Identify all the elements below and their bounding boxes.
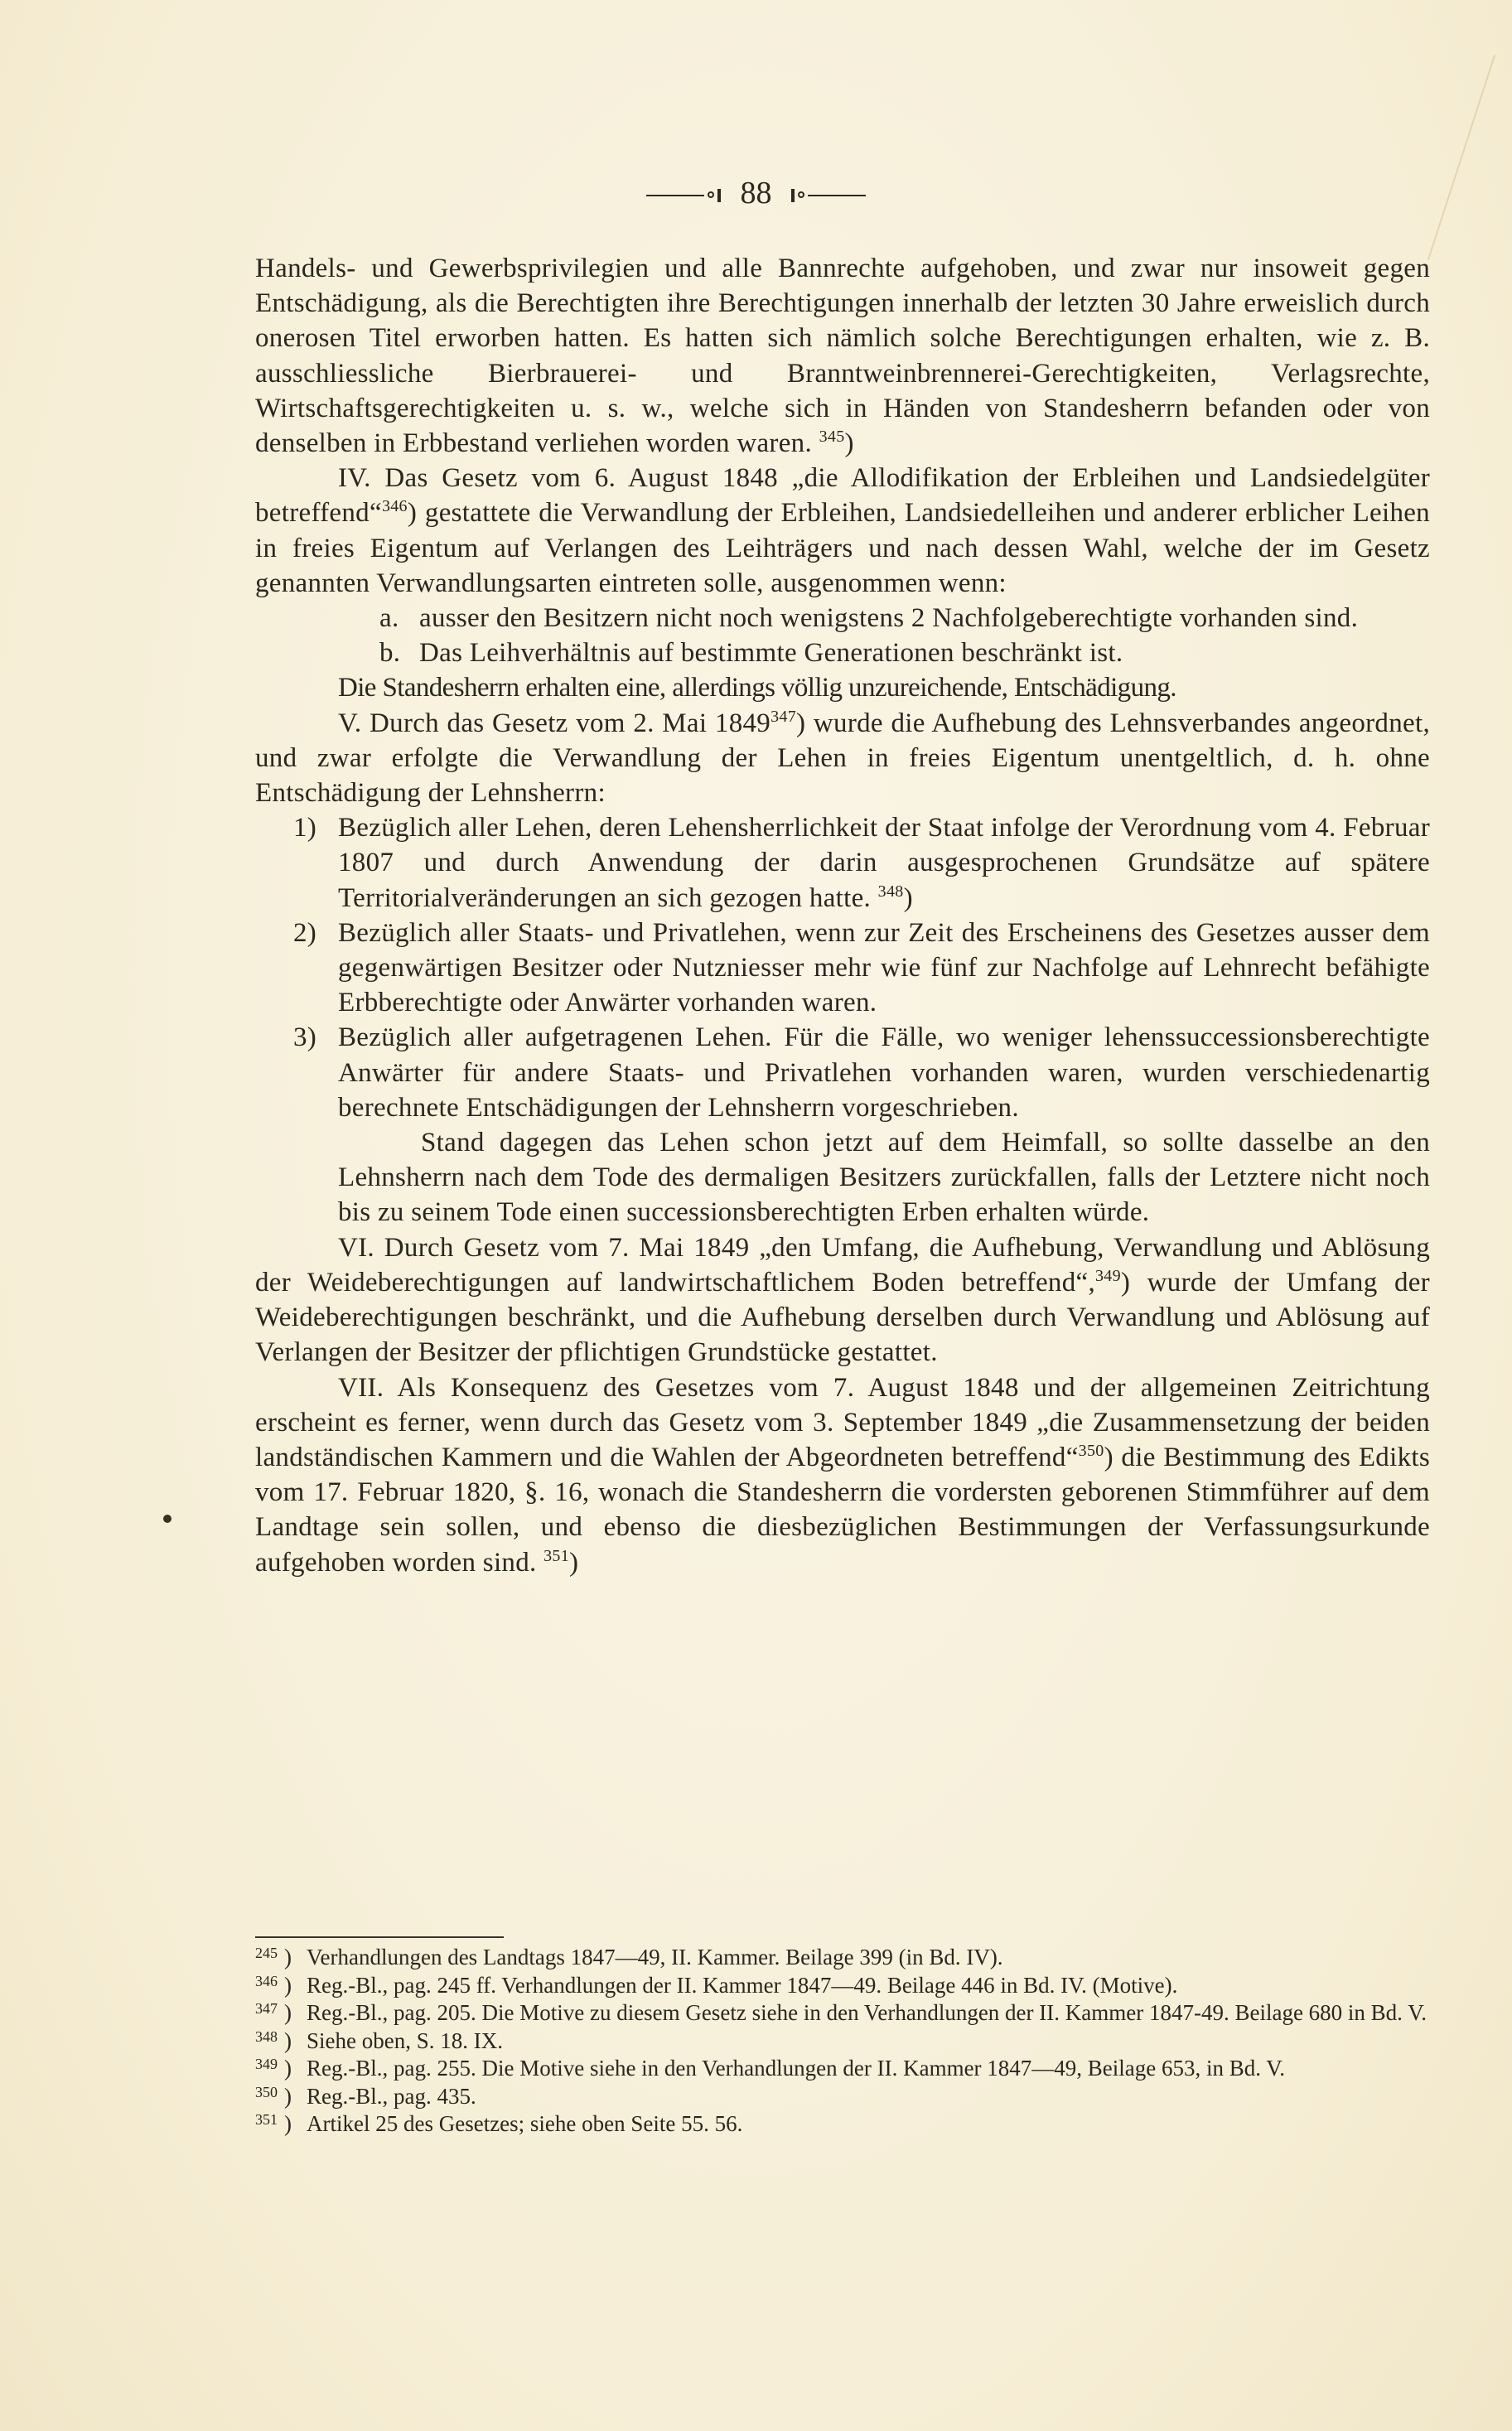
paragraph-intro bbox=[255, 251, 1430, 461]
footnote-divider bbox=[255, 1936, 504, 1938]
footnote-paren: ) bbox=[284, 2027, 292, 2053]
footnote-ref: 347 bbox=[770, 707, 797, 726]
footnote-text: Reg.-Bl., pag. 435. bbox=[307, 2083, 476, 2109]
list-marker: a. bbox=[379, 603, 399, 634]
footnote bbox=[255, 2055, 1430, 2083]
ref-paren: ) bbox=[407, 498, 418, 529]
paragraph-text: wurde die Aufhebung des Lehnsverbandes angeordnet, und zwar erfolgte die Verwandlung der Lehen in freies Eigentum unentgeltlich, d. h. ohne Entschädigung der Lehnsherrn: bbox=[255, 708, 1430, 809]
paragraph-heimfall: Stand dagegen das Lehen schon jetzt auf dem Heimfall, so sollte dasselbe an den Lehnsherrn nach dem Tode des dermaligen Besitzers zurückfallen, falls der Letztere nicht noch bis zu seinem Tode einen successionsberechtigten Erben erhalten würde. bbox=[338, 1128, 1430, 1228]
list-marker: 3) bbox=[293, 1022, 317, 1053]
list-item bbox=[255, 916, 1430, 1021]
footnote-paren: ) bbox=[284, 1945, 292, 1969]
footnote bbox=[255, 1944, 1430, 1972]
footnote-paren: ) bbox=[284, 2000, 292, 2025]
footnote-ref: 351 bbox=[543, 1546, 570, 1565]
footnote bbox=[255, 2110, 1430, 2139]
footnote-ref: 349 bbox=[1095, 1266, 1121, 1285]
list-item-text: Bezüglich aller Staats- und Privatlehen, wenn zur Zeit des Erscheinens des Gesetzes ausser dem gegenwärtigen Besitzer oder Nutzniesser mehr wie fünf zur Nachfolge auf Lehnrecht befähigte Erbberechtigte oder Anwärter vorhanden waren. bbox=[338, 917, 1430, 1018]
list-iv bbox=[255, 601, 1430, 670]
footnote-number: 351 bbox=[255, 2111, 278, 2128]
footnote bbox=[255, 2027, 1430, 2056]
footnote-number: 347 bbox=[255, 2000, 278, 2017]
footnote-ref: 350 bbox=[1078, 1441, 1104, 1460]
paragraph-standesherrn: Die Standesherrn erhalten eine, allerdings völlig unzureichende, Entschädigung. bbox=[338, 673, 1176, 703]
footnote-text: Siehe oben, S. 18. IX. bbox=[307, 2027, 503, 2053]
paragraph-text: die Bestimmung des Edikts vom 17. Februar 1820, §. 16, wonach die Standesherrn die vordersten geborenen Stimmführer auf dem Landtage sein sollen, und ebenso die diesbezüglichen Bestimmungen der Verfassungsurkunde aufgehoben worden sind. bbox=[255, 1442, 1430, 1578]
left-ornament-icon bbox=[646, 191, 721, 201]
paragraph-iv bbox=[255, 461, 1430, 601]
paragraph-text: wurde der Umfang der Weideberechtigungen beschränkt, und die Aufhebung derselben durch Verwandlung und Ablösung auf Verlangen der Besitzer der pflichtigen Grundstücke gestattet. bbox=[255, 1267, 1430, 1368]
paragraph-text: VII. Als Konsequenz des Gesetzes vom 7. August 1848 und der allgemeinen Zeitrichtung erscheint es ferner, wenn durch das Gesetz vom 3. September 1849 „die Zusammensetzung der beiden landständischen Kammern und die Wahlen der Abgeordneten betreffend“ bbox=[255, 1372, 1430, 1472]
footnote bbox=[255, 1972, 1430, 2000]
footnote-number: 245 bbox=[255, 1945, 278, 1961]
right-ornament-icon bbox=[791, 191, 866, 201]
footnote-paren: ) bbox=[284, 2111, 292, 2136]
list-item-body: Bezüglich aller Lehen, deren Lehensherrlichkeit der Staat infolge der Verordnung vom 4. Februar 1807 und durch Anwendung der darin ausgesprochenen Grundsätze auf spätere Territorialveränderungen an sich gezogen hatte. bbox=[338, 813, 1430, 913]
footnotes bbox=[255, 1944, 1430, 2139]
paragraph-text: IV. Das Gesetz vom 6. August 1848 „die Allodifikation der Erbleihen und Landsiedelgüter betreffend“ bbox=[255, 463, 1430, 529]
margin-ink-dot bbox=[163, 1515, 171, 1523]
paragraph-text: V. Durch das Gesetz vom 2. Mai 1849 bbox=[338, 708, 771, 738]
footnote-text: Reg.-Bl., pag. 255. Die Motive siehe in den Verhandlungen der II. Kammer 1847—49, Beilage 653, in Bd. V. bbox=[307, 2056, 1286, 2081]
page-number: 88 bbox=[740, 176, 772, 210]
paragraph-text: Handels- und Gewerbsprivilegien und alle Bannrechte aufgehoben, und zwar nur insoweit gegen Entschädigung, als die Berechtigten ihre Berechtigungen innerhalb der letzten 30 Jahre erweislich durch onerosen Titel erworben hatten. Es hatten sich nämlich solche Berechtigungen erhalten, wie z. B. ausschliessliche Bierbrauerei- und Branntweinbrennerei-Gerechtigkeiten, Verlagsrechte, Wirtschaftsgerechtigkeiten u. s. w., welche sich in Händen von Standesherrn befanden oder von denselben in Erbbestand verliehen worden waren. bbox=[255, 254, 1430, 459]
list-item bbox=[255, 1020, 1430, 1125]
list-item bbox=[379, 601, 1430, 636]
ref-paren: ) bbox=[903, 882, 913, 913]
footnote-number: 346 bbox=[255, 1972, 278, 1989]
list-marker: 1) bbox=[293, 813, 317, 843]
list-item bbox=[379, 636, 1430, 670]
list-item bbox=[255, 810, 1430, 916]
ref-paren: ) bbox=[569, 1547, 579, 1578]
paragraph-text: gestattete die Verwandlung der Erbleihen, Landsiedelleihen und anderer erblicher Leihen in freies Eigentum auf Verlangen des Leihträgers und nach dessen Wahl, welche der im Gesetz genannten Verwandlungsarten eintreten solle, ausgenommen wenn: bbox=[255, 498, 1430, 598]
footnote-number: 349 bbox=[255, 2056, 278, 2072]
list-item-text: Das Leihverhältnis auf bestimmte Generationen beschränkt ist. bbox=[419, 638, 1123, 669]
list-marker: b. bbox=[379, 638, 401, 669]
ref-paren: ) bbox=[844, 428, 854, 459]
footnote-text: Reg.-Bl., pag. 205. Die Motive zu diesem Gesetz siehe in den Verhandlungen der II. Kammer 1847-49. Beilage 680 in Bd. V. bbox=[307, 2000, 1427, 2025]
paragraph-v bbox=[255, 706, 1430, 811]
footnote-paren: ) bbox=[284, 2083, 292, 2109]
list-item-text: Bezüglich aller aufgetragenen Lehen. Für die Fälle, wo weniger lehenssuccessionsberechtigte Anwärter für andere Staats- und Privatlehen vorhanden waren, wurden verschiedenartig berechnete Entschädigungen der Lehnsherrn vorgeschrieben. bbox=[338, 1022, 1430, 1123]
footnote-text: Reg.-Bl., pag. 245 ff. Verhandlungen der II. Kammer 1847—49. Beilage 446 in Bd. IV. (Motive). bbox=[307, 1972, 1178, 1998]
footnote bbox=[255, 1999, 1430, 2027]
paragraph-vi bbox=[255, 1230, 1430, 1370]
list-marker: 2) bbox=[293, 917, 317, 948]
paper-crease bbox=[1427, 55, 1495, 260]
ref-paren: ) bbox=[1120, 1267, 1131, 1298]
footnote-ref: 345 bbox=[819, 428, 845, 447]
footnote-ref: 346 bbox=[381, 497, 408, 516]
list-item-text: ausser den Besitzern nicht noch wenigstens 2 Nachfolgeberechtigte vorhanden sind. bbox=[419, 603, 1359, 634]
footnote-ref: 348 bbox=[877, 882, 904, 901]
footnote bbox=[255, 2083, 1430, 2111]
footnote-number: 348 bbox=[255, 2027, 278, 2045]
footnote-text: Verhandlungen des Landtags 1847—49, II. Kammer. Beilage 399 (in Bd. IV). bbox=[307, 1945, 1003, 1969]
footnote-paren: ) bbox=[284, 1972, 292, 1998]
footnote-paren: ) bbox=[284, 2056, 292, 2081]
main-text bbox=[255, 251, 1430, 1580]
footnote-number: 350 bbox=[255, 2083, 278, 2100]
footnote-text: Artikel 25 des Gesetzes; siehe oben Seite 55. 56. bbox=[307, 2111, 743, 2136]
ref-paren: ) bbox=[796, 708, 806, 738]
paragraph-vii bbox=[255, 1370, 1430, 1580]
page-header bbox=[0, 172, 1512, 214]
list-item-text bbox=[338, 810, 1430, 916]
ref-paren: ) bbox=[1104, 1442, 1113, 1472]
paragraph-text: VI. Durch Gesetz vom 7. Mai 1849 „den Umfang, die Aufhebung, Verwandlung und Ablösung der Weideberechtigungen auf landwirtschaftlichem Boden betreffend“, bbox=[255, 1232, 1430, 1298]
